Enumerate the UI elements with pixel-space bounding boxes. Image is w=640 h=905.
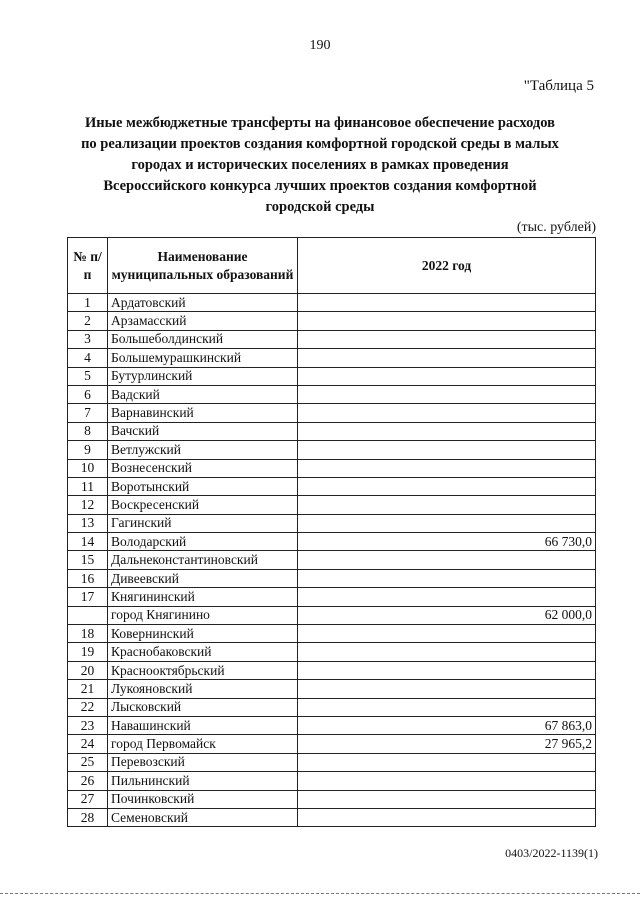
row-number-cell: 4	[68, 349, 108, 367]
table-row	[68, 349, 596, 367]
row-value-cell	[298, 477, 596, 495]
table-row	[68, 569, 596, 587]
table-row	[68, 422, 596, 440]
units-label: (тыс. рублей)	[516, 220, 596, 235]
row-name-cell: Краснооктябрьский	[108, 661, 298, 679]
row-number-cell: 12	[68, 496, 108, 514]
row-value-cell	[298, 698, 596, 716]
row-name-cell: Лысковский	[108, 698, 298, 716]
table-row	[68, 312, 596, 330]
row-name-cell: Володарский	[108, 533, 298, 551]
document-title: Иные межбюджетные трансферты на финансовое обеспечение расходов по реализации проектов создания комфортной городской среды в малых городах и исторических поселениях в рамках проведения Всероссийского конкурса лучших проектов создания комфортной городской среды	[81, 115, 559, 215]
row-name-cell: Ковернинский	[108, 625, 298, 643]
row-name-cell: город Княгинино	[108, 606, 298, 624]
row-value-cell	[298, 367, 596, 385]
row-name-cell: Семеновский	[108, 808, 298, 826]
row-number-cell: 8	[68, 422, 108, 440]
table-row	[68, 551, 596, 569]
row-number-cell: 21	[68, 680, 108, 698]
row-name-cell: Навашинский	[108, 716, 298, 734]
row-number-cell: 25	[68, 753, 108, 771]
row-number-cell: 18	[68, 625, 108, 643]
table-row	[68, 625, 596, 643]
row-value-cell	[298, 349, 596, 367]
row-value-cell: 27 965,2	[298, 735, 596, 753]
table-row	[68, 533, 596, 551]
row-name-cell: Пильнинский	[108, 772, 298, 790]
row-value-cell	[298, 330, 596, 348]
row-value-cell	[298, 496, 596, 514]
table-row	[68, 643, 596, 661]
table-row	[68, 716, 596, 734]
row-number-cell: 23	[68, 716, 108, 734]
row-name-cell: Краснобаковский	[108, 643, 298, 661]
row-number-cell: 27	[68, 790, 108, 808]
table-row	[68, 441, 596, 459]
row-name-cell: Воскресенский	[108, 496, 298, 514]
row-number-cell: 2	[68, 312, 108, 330]
table-row	[68, 385, 596, 403]
row-value-cell	[298, 680, 596, 698]
table-row	[68, 808, 596, 826]
document-code: 0403/2022-1139(1)	[505, 846, 598, 860]
table-row	[68, 661, 596, 679]
row-value-cell	[298, 808, 596, 826]
row-number-cell: 3	[68, 330, 108, 348]
table-row	[68, 294, 596, 312]
row-value-cell	[298, 625, 596, 643]
row-value-cell: 67 863,0	[298, 716, 596, 734]
row-number-cell: 9	[68, 441, 108, 459]
bottom-rule	[0, 893, 640, 894]
row-name-cell: Вадский	[108, 385, 298, 403]
row-name-cell: город Первомайск	[108, 735, 298, 753]
row-name-cell: Перевозский	[108, 753, 298, 771]
table-row	[68, 367, 596, 385]
row-number-cell: 22	[68, 698, 108, 716]
row-number-cell: 16	[68, 569, 108, 587]
column-header-name: Наименование муниципальных образований	[108, 238, 298, 294]
row-number-cell: 26	[68, 772, 108, 790]
table-row	[68, 772, 596, 790]
table-row	[68, 698, 596, 716]
row-name-cell: Вачский	[108, 422, 298, 440]
row-name-cell: Вознесенский	[108, 459, 298, 477]
row-number-cell: 5	[68, 367, 108, 385]
table-row	[68, 606, 596, 624]
row-name-cell: Большеболдинский	[108, 330, 298, 348]
row-number-cell: 17	[68, 588, 108, 606]
row-number-cell: 1	[68, 294, 108, 312]
row-name-cell: Дивеевский	[108, 569, 298, 587]
row-value-cell	[298, 772, 596, 790]
row-name-cell: Ардатовский	[108, 294, 298, 312]
row-number-cell: 15	[68, 551, 108, 569]
row-value-cell	[298, 404, 596, 422]
table-row	[68, 514, 596, 532]
row-value-cell	[298, 385, 596, 403]
row-name-cell: Большемурашкинский	[108, 349, 298, 367]
row-number-cell: 11	[68, 477, 108, 495]
table-header-row	[68, 238, 596, 294]
row-name-cell: Ветлужский	[108, 441, 298, 459]
row-value-cell: 66 730,0	[298, 533, 596, 551]
transfers-table	[67, 237, 596, 827]
row-name-cell: Варнавинский	[108, 404, 298, 422]
row-value-cell	[298, 569, 596, 587]
row-value-cell	[298, 441, 596, 459]
row-value-cell: 62 000,0	[298, 606, 596, 624]
row-value-cell	[298, 312, 596, 330]
row-number-cell: 24	[68, 735, 108, 753]
table-row	[68, 496, 596, 514]
table-row	[68, 330, 596, 348]
row-value-cell	[298, 294, 596, 312]
row-number-cell: 14	[68, 533, 108, 551]
table-row	[68, 477, 596, 495]
table-body	[68, 294, 596, 827]
row-value-cell	[298, 588, 596, 606]
row-value-cell	[298, 459, 596, 477]
row-number-cell: 7	[68, 404, 108, 422]
row-name-cell: Воротынский	[108, 477, 298, 495]
row-value-cell	[298, 643, 596, 661]
column-header-year: 2022 год	[298, 238, 596, 294]
row-value-cell	[298, 790, 596, 808]
row-number-cell: 10	[68, 459, 108, 477]
table-row	[68, 459, 596, 477]
row-value-cell	[298, 514, 596, 532]
row-value-cell	[298, 753, 596, 771]
row-name-cell: Княгининский	[108, 588, 298, 606]
table-row	[68, 680, 596, 698]
table-row	[68, 753, 596, 771]
table-row	[68, 790, 596, 808]
table-row	[68, 588, 596, 606]
row-number-cell: 28	[68, 808, 108, 826]
row-value-cell	[298, 661, 596, 679]
row-name-cell: Лукояновский	[108, 680, 298, 698]
row-number-cell: 13	[68, 514, 108, 532]
row-number-cell: 6	[68, 385, 108, 403]
row-value-cell	[298, 551, 596, 569]
row-number-cell	[68, 606, 108, 624]
row-value-cell	[298, 422, 596, 440]
row-name-cell: Арзамасский	[108, 312, 298, 330]
row-name-cell: Дальнеконстантиновский	[108, 551, 298, 569]
page-number: 190	[309, 38, 331, 53]
row-number-cell: 20	[68, 661, 108, 679]
row-name-cell: Починковский	[108, 790, 298, 808]
row-number-cell: 19	[68, 643, 108, 661]
table-row	[68, 404, 596, 422]
table-label: "Таблица 5	[523, 78, 594, 94]
column-header-number: № п/п	[68, 238, 108, 294]
row-name-cell: Бутурлинский	[108, 367, 298, 385]
row-name-cell: Гагинский	[108, 514, 298, 532]
table-row	[68, 735, 596, 753]
